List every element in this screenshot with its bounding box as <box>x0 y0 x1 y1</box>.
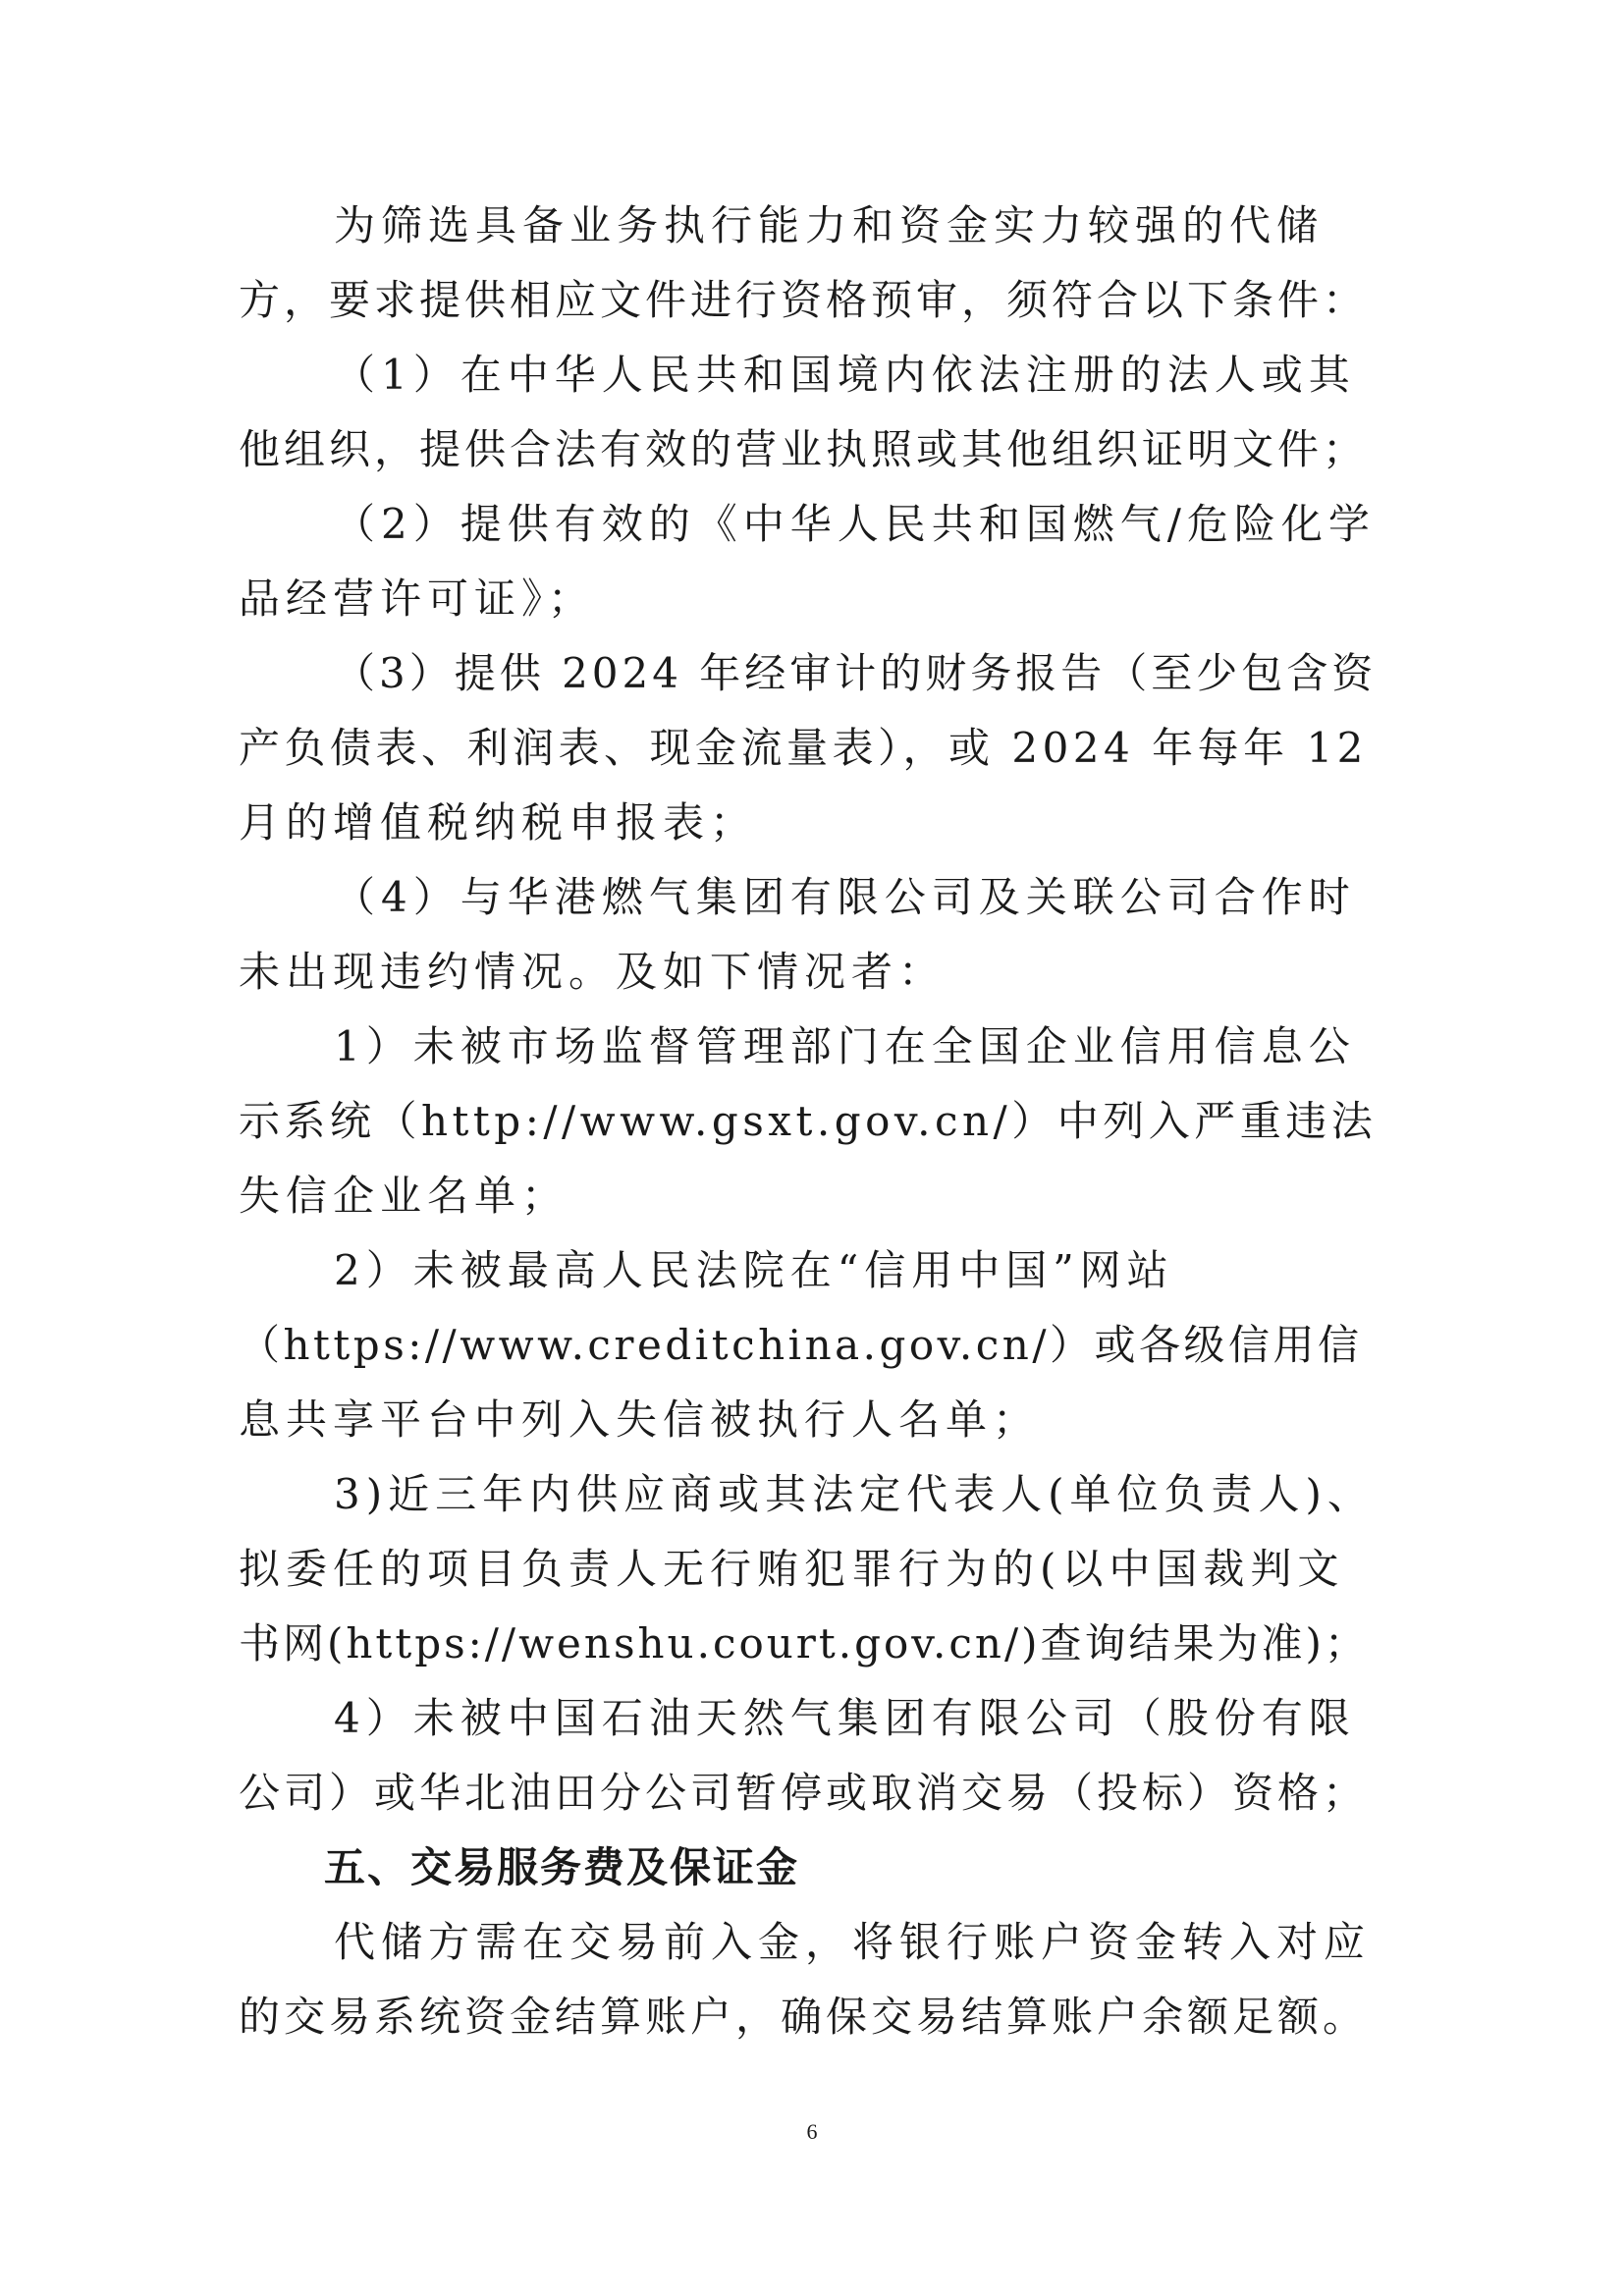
text-line: （1）在中华人民共和国境内依法注册的法人或其 <box>334 351 1356 399</box>
text-line: （3）提供 2024 年经审计的财务报告（至少包含资 <box>334 649 1378 697</box>
text-line: 月的增值税纳税申报表； <box>239 798 758 847</box>
text-line: 代储方需在交易前入金，将银行账户资金转入对应 <box>334 1918 1372 1966</box>
text-line: 拟委任的项目负责人无行贿犯罪行为的(以中国裁判文 <box>239 1545 1345 1593</box>
text-line: 书网(https://wenshu.court.gov.cn/)查询结果为准)； <box>239 1619 1369 1667</box>
text-line: （4）与华港燃气集团有限公司及关联公司合作时 <box>334 873 1356 921</box>
text-line: 方，要求提供相应文件进行资格预审，须符合以下条件： <box>239 276 1369 324</box>
text-line: （https://www.creditchina.gov.cn/）或各级信用信 <box>239 1321 1363 1369</box>
text-line: 公司）或华北油田分公司暂停或取消交易（投标）资格； <box>239 1769 1369 1817</box>
text-line: 的交易系统资金结算账户，确保交易结算账户余额足额。 <box>239 1993 1369 2041</box>
text-line: 为筛选具备业务执行能力和资金实力较强的代储 <box>334 201 1325 249</box>
text-line: 示系统（http://www.gsxt.gov.cn/）中列入严重违法 <box>239 1097 1378 1145</box>
text-line: 未出现违约情况。及如下情况者： <box>239 948 947 996</box>
text-line: 2）未被最高人民法院在“信用中国”网站 <box>334 1246 1174 1294</box>
page-number: 6 <box>806 2119 818 2144</box>
text-line: 3)近三年内供应商或其法定代表人(单位负责人)、 <box>334 1470 1375 1518</box>
text-line: 失信企业名单； <box>239 1172 569 1220</box>
text-line: 息共享平台中列入失信被执行人名单； <box>239 1395 1041 1444</box>
text-line: 产负债表、利润表、现金流量表），或 2024 年每年 12 <box>239 724 1368 772</box>
text-line: 4）未被中国石油天然气集团有限公司（股份有限 <box>334 1694 1356 1742</box>
text-line: 他组织，提供合法有效的营业执照或其他组织证明文件； <box>239 425 1369 473</box>
section-heading: 五、交易服务费及保证金 <box>324 1843 800 1891</box>
text-line: 品经营许可证》； <box>239 574 596 623</box>
text-line: 1）未被市场监督管理部门在全国企业信用信息公 <box>334 1022 1356 1070</box>
text-line: （2）提供有效的《中华人民共和国燃气/危险化学 <box>334 500 1376 548</box>
